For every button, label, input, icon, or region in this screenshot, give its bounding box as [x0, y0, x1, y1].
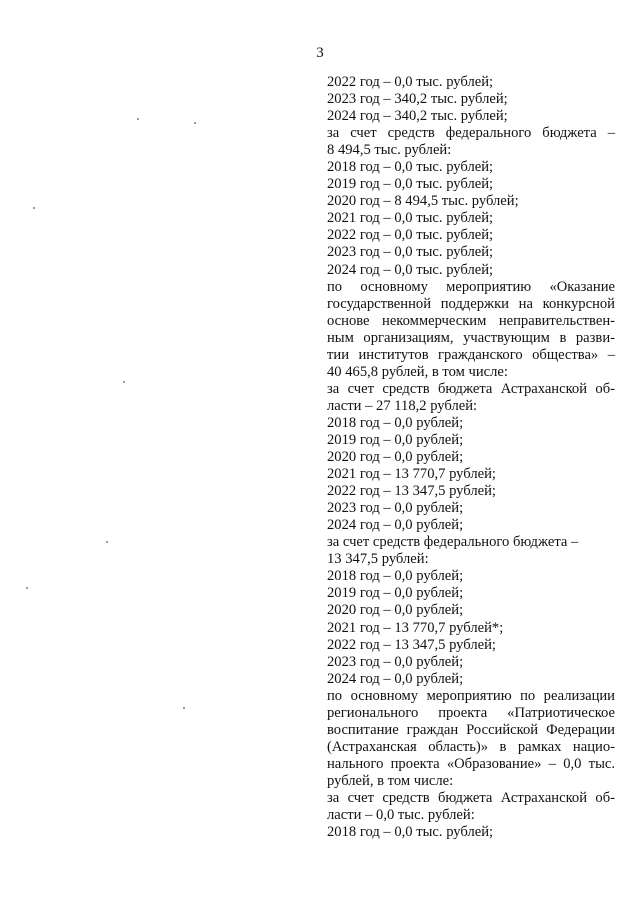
text-line: 2021 год – 13 770,7 рублей;: [327, 466, 496, 483]
scan-speck: [137, 118, 139, 120]
text-line: 2022 год – 0,0 тыс. рублей;: [327, 227, 494, 244]
text-line: тии институтов гражданского общества» –: [327, 346, 615, 363]
text-line: 8 494,5 тыс. рублей:: [327, 142, 452, 159]
page-number: 3: [316, 45, 324, 61]
text-line: ласти – 0,0 тыс. рублей:: [327, 807, 475, 824]
scan-speck: [123, 381, 125, 383]
text-line: 2024 год – 340,2 тыс. рублей;: [327, 108, 508, 125]
text-line: 2023 год – 0,0 рублей;: [327, 500, 464, 517]
text-line: 2023 год – 340,2 тыс. рублей;: [327, 91, 508, 108]
text-line: 2018 год – 0,0 рублей;: [327, 568, 464, 585]
scan-speck: [26, 587, 28, 589]
text-line: за счет средств федерального бюджета –: [327, 125, 615, 142]
text-line: (Астраханская область)» в рамках нацио-: [327, 738, 615, 755]
text-line: по основному мероприятию «Оказание: [327, 278, 615, 295]
document-text-column: [327, 74, 615, 841]
text-line: 2023 год – 0,0 рублей;: [327, 653, 464, 670]
text-line: 2020 год – 8 494,5 тыс. рублей;: [327, 193, 519, 210]
scan-speck: [194, 122, 196, 124]
text-line: нального проекта «Образование» – 0,0 тыс.: [327, 755, 615, 772]
text-line: регионального проекта «Патриотическое: [327, 704, 615, 721]
text-line: 2020 год – 0,0 рублей;: [327, 602, 464, 619]
text-line: за счет средств федерального бюджета –: [327, 534, 579, 551]
text-line: воспитание граждан Российской Федерации: [327, 721, 615, 738]
text-line: основе некоммерческим неправительствен-: [327, 312, 615, 329]
text-line: 2019 год – 0,0 рублей;: [327, 585, 464, 602]
text-line: 2022 год – 13 347,5 рублей;: [327, 636, 496, 653]
scan-speck: [106, 541, 108, 543]
text-line: ным организациям, участвующим в разви-: [327, 329, 615, 346]
text-line: 2018 год – 0,0 тыс. рублей;: [327, 824, 494, 841]
text-line: за счет средств бюджета Астраханской об-: [327, 789, 615, 806]
text-line: 2021 год – 0,0 тыс. рублей;: [327, 210, 494, 227]
text-line: ласти – 27 118,2 рублей:: [327, 397, 478, 414]
text-line: 2020 год – 0,0 рублей;: [327, 449, 464, 466]
text-line: 2024 год – 0,0 рублей;: [327, 517, 464, 534]
text-line: 2021 год – 13 770,7 рублей*;: [327, 619, 504, 636]
text-line: 2018 год – 0,0 рублей;: [327, 414, 464, 431]
text-line: 13 347,5 рублей:: [327, 551, 429, 568]
text-line: 2023 год – 0,0 тыс. рублей;: [327, 244, 494, 261]
text-line: 2019 год – 0,0 тыс. рублей;: [327, 176, 494, 193]
text-line: 2024 год – 0,0 рублей;: [327, 670, 464, 687]
text-line: за счет средств бюджета Астраханской об-: [327, 380, 615, 397]
text-line: 2022 год – 0,0 тыс. рублей;: [327, 74, 494, 90]
scan-speck: [183, 707, 185, 709]
scan-speck: [33, 207, 35, 209]
text-line: 2018 год – 0,0 тыс. рублей;: [327, 159, 494, 176]
text-line: рублей, в том числе:: [327, 772, 454, 789]
text-line: 2024 год – 0,0 тыс. рублей;: [327, 261, 494, 278]
text-line: 2022 год – 13 347,5 рублей;: [327, 483, 496, 500]
text-line: государственной поддержки на конкурсной: [327, 295, 615, 312]
text-line: 2019 год – 0,0 рублей;: [327, 431, 464, 448]
text-line: 40 465,8 рублей, в том числе:: [327, 363, 508, 380]
text-line: по основному мероприятию по реализации: [327, 687, 615, 704]
